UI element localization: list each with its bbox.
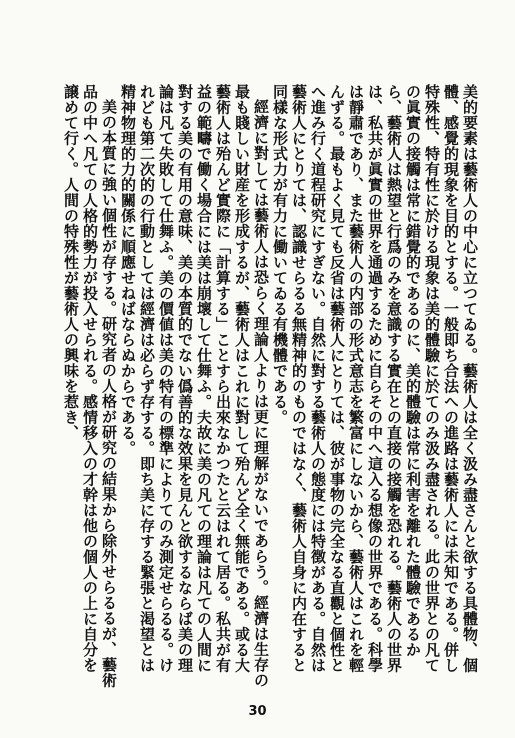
paragraph-2: 經濟に對しては藝術人は恐らく理論人よりは更に理解がないであらう。經濟は生存の最も賤しい財産を形成するが、藝術人はこれに對して殆んど全く無能である。或る大藝術人は殆んど實際に「計算する」ことすら出來なかつたと云はれて居る。私共が有益の範疇で働く場合には美は崩壞して仕舞ふ。夫故に美の凡ての理論は凡ての人間に對する美の有用の意味、美の本質的でない僞善的な效果を見んと欲するならば美の理論は凡て失敗して仕舞ふ。美の價値は美の特有の標準によりてのみ測定せらるる。けれども第二次的の行動としては經濟は必らず存する。即ち美に存する緊張と渇望とは精神物理的力的關係に順應せねばならぬからである。 [119,84,270,688]
paragraph-1: 美的要素は藝術人の中心に立つてゐる。藝術人は全く汲み盡さんと欲する具體物、個體、感覺的現象を目的とする。一般即ち合法への進路は藝術人には未知である。併し特殊性、特有性に於ける現象は美的體驗に於てのみ汲み盡される。此の世界との凡ての眞實の接觸は常に錯覺的であるのに、美的體驗は常に利害を離れた體驗であるから、藝術人は熱望と行爲のみを意識する實在との直接の接觸を恐れる。藝術人の世界は、私共が眞實の世界を通過するために自らその中へ這入る想像の世界である。科學は靜肅であり、また藝術人の内部の形式意志を繁富にしないから、藝術人はこれを輕んずる。最もよく見ても反省は藝術人にとりては、彼が事物の完全なる直觀と個性とへ進み行く道程研究にすぎない。自然に對する藝術人の態度には特徴がある。自然は藝術人にとりては、認識せらるる無精神的のものではなく、藝術人自身に内在すると同樣な形式力が有力に働いてゐる有機體である。 [271,84,479,673]
vertical-text-body [39,84,479,688]
paragraph-3: 美の本質に強い個性が存する。研究者の人格が研究の結果から除外せらるるが、藝術品の中へ凡ての人格的勢力が投入せられる。感情移入の才幹は他の個人の上に自分を譲めて行く。人間の特殊性が藝術人の興味を惹き、 [62,84,118,688]
page-number: 30 [248,704,267,719]
